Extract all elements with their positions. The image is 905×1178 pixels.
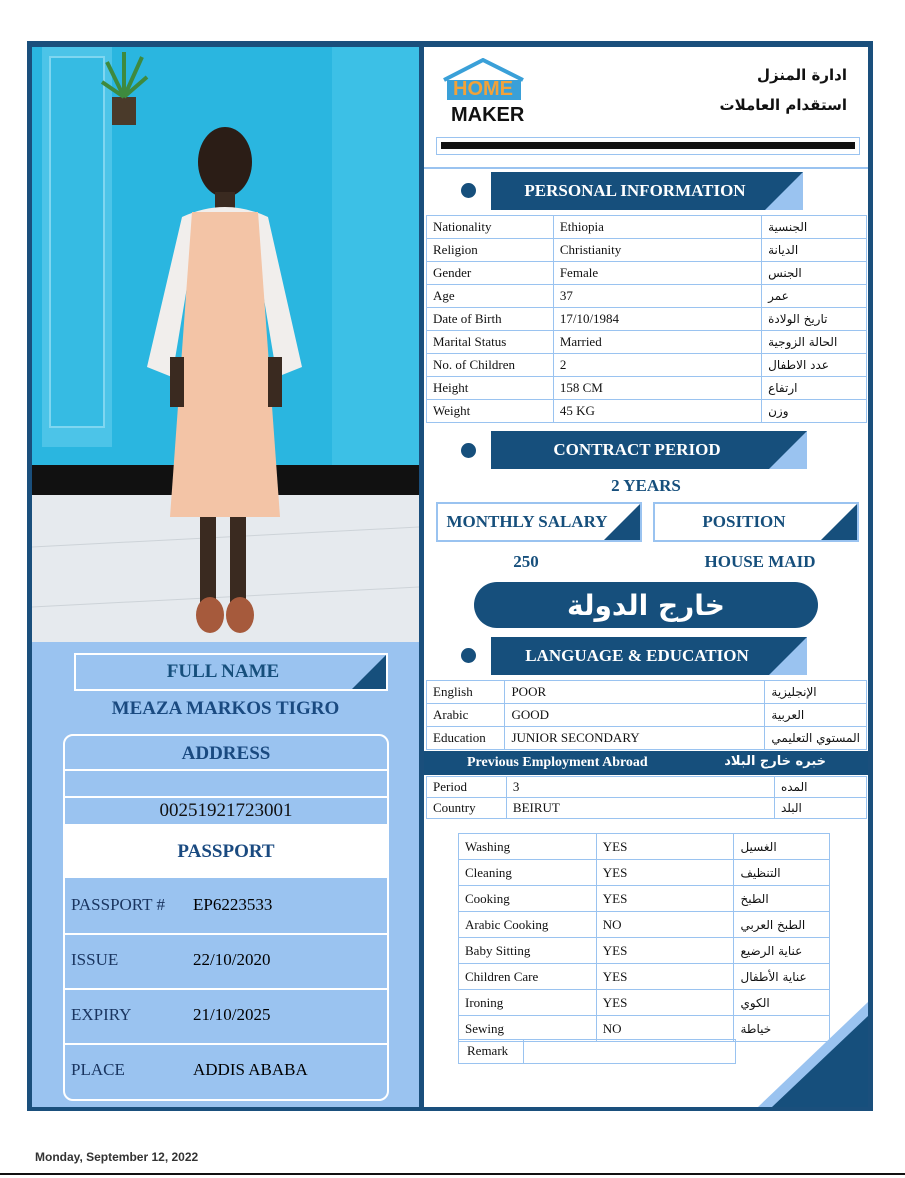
footer-date: Monday, September 12, 2022 <box>35 1150 199 1164</box>
table-row <box>427 704 867 727</box>
row-label: Country <box>427 798 507 819</box>
abroad-banner-text: خارج الدولة <box>567 588 725 622</box>
row-label: Baby Sitting <box>459 938 597 964</box>
table-row <box>427 681 867 704</box>
logo-line2: MAKER <box>451 104 525 126</box>
header-rule <box>436 137 860 155</box>
contract-title: CONTRACT PERIOD <box>553 440 721 459</box>
row-value: NO <box>596 1016 734 1042</box>
box-corner <box>348 655 386 691</box>
personal-info-header <box>491 172 803 210</box>
passport-row-label: EXPIRY <box>71 1005 132 1024</box>
section-bullet <box>461 443 476 458</box>
row-label: Washing <box>459 834 597 860</box>
table-row <box>459 964 830 990</box>
table-row <box>459 912 830 938</box>
row-value: YES <box>596 834 734 860</box>
row-value: 37 <box>553 285 761 308</box>
passport-divider <box>65 988 387 990</box>
language-table <box>426 680 867 750</box>
row-label-ar: الجنسية <box>762 216 867 239</box>
section-bullet <box>461 183 476 198</box>
position-title: POSITION <box>702 512 786 531</box>
row-label-ar: الجنس <box>762 262 867 285</box>
row-label-ar: الديانة <box>762 239 867 262</box>
box-corner <box>602 504 640 542</box>
row-value: 17/10/1984 <box>553 308 761 331</box>
header-corner <box>769 637 807 675</box>
row-label-ar: الحالة الزوجية <box>762 331 867 354</box>
personal-info-table <box>426 215 867 423</box>
row-label-ar: الكوي <box>734 990 830 1016</box>
salary-title: MONTHLY SALARY <box>446 512 608 531</box>
remark-row <box>458 1039 736 1064</box>
passport-row-label: ISSUE <box>71 950 119 969</box>
contract-header <box>491 431 807 469</box>
row-label-ar: خياطة <box>734 1016 830 1042</box>
row-value: YES <box>596 990 734 1016</box>
row-label: Marital Status <box>427 331 554 354</box>
table-row <box>427 377 867 400</box>
row-value: YES <box>596 886 734 912</box>
passport-header <box>65 824 387 878</box>
table-row <box>427 262 867 285</box>
remark-label: Remark <box>467 1043 509 1058</box>
row-label-ar: الطبخ العربي <box>734 912 830 938</box>
table-row <box>459 860 830 886</box>
row-value: GOOD <box>505 704 765 727</box>
table-row <box>427 798 867 819</box>
address-card <box>63 734 389 1101</box>
row-label-ar: وزن <box>762 400 867 423</box>
row-value: Ethiopia <box>553 216 761 239</box>
row-label: Cooking <box>459 886 597 912</box>
passport-row-value: EP6223533 <box>193 895 273 914</box>
row-label: Nationality <box>427 216 554 239</box>
passport-row-label: PASSPORT # <box>71 895 165 914</box>
passport-title: PASSPORT <box>177 841 275 862</box>
employment-title-ar: خبره خارج البلاد <box>724 754 826 769</box>
row-label: Period <box>427 777 507 798</box>
abroad-banner <box>474 582 818 628</box>
row-value: Female <box>553 262 761 285</box>
row-label-ar: عمر <box>762 285 867 308</box>
employment-table <box>426 776 867 819</box>
row-value: 3 <box>506 777 774 798</box>
passport-row-value: ADDIS ABABA <box>193 1060 308 1079</box>
employment-title: Previous Employment Abroad <box>467 755 648 770</box>
row-value: Married <box>553 331 761 354</box>
row-label: Weight <box>427 400 554 423</box>
candidate-photo <box>32 47 419 642</box>
company-name-ar-1: ادارة المنزل <box>757 66 847 84</box>
row-label-ar: عناية الرضيع <box>734 938 830 964</box>
company-logo <box>441 58 526 128</box>
address-phone: 00251921723001 <box>159 800 293 821</box>
row-value: YES <box>596 860 734 886</box>
row-label: Height <box>427 377 554 400</box>
corner-decoration <box>758 1002 868 1107</box>
position-box <box>653 502 859 542</box>
table-row <box>427 777 867 798</box>
table-row <box>459 834 830 860</box>
row-value: 45 KG <box>553 400 761 423</box>
fullname-box <box>74 653 388 691</box>
row-label: Cleaning <box>459 860 597 886</box>
salary-box <box>436 502 642 542</box>
row-label: No. of Children <box>427 354 554 377</box>
salary-value: 250 <box>513 552 539 571</box>
row-value: BEIRUT <box>506 798 774 819</box>
passport-row-label: PLACE <box>71 1060 125 1079</box>
language-header <box>491 637 807 675</box>
row-label-ar: التنظيف <box>734 860 830 886</box>
footer-rule <box>0 1173 905 1175</box>
row-label: English <box>427 681 505 704</box>
row-value: Christianity <box>553 239 761 262</box>
row-label-ar: العربية <box>765 704 867 727</box>
fullname-value: MEAZA MARKOS TIGRO <box>111 698 340 719</box>
row-label: Age <box>427 285 554 308</box>
row-value: 2 <box>553 354 761 377</box>
row-label-ar: البلد <box>774 798 866 819</box>
table-row <box>427 400 867 423</box>
row-label-ar: الإنجليزية <box>765 681 867 704</box>
section-bullet <box>461 648 476 663</box>
employment-header <box>424 751 868 775</box>
row-label: Date of Birth <box>427 308 554 331</box>
position-value: HOUSE MAID <box>704 552 816 571</box>
contract-value: 2 YEARS <box>611 476 681 495</box>
row-label-ar: عدد الاطفال <box>762 354 867 377</box>
passport-row-value: 22/10/2020 <box>193 950 271 969</box>
table-row <box>427 239 867 262</box>
row-label: Education <box>427 727 505 750</box>
row-value: YES <box>596 964 734 990</box>
row-label: Children Care <box>459 964 597 990</box>
row-value: NO <box>596 912 734 938</box>
row-label: Ironing <box>459 990 597 1016</box>
row-label-ar: عناية الأطفال <box>734 964 830 990</box>
row-label-ar: ارتفاع <box>762 377 867 400</box>
fullname-title: FULL NAME <box>166 661 280 682</box>
row-value: POOR <box>505 681 765 704</box>
table-row <box>427 285 867 308</box>
logo-line1: HOME <box>453 78 513 100</box>
row-label: Gender <box>427 262 554 285</box>
table-row <box>427 308 867 331</box>
company-name-ar-2: استقدام العاملات <box>719 96 847 114</box>
row-label-ar: تاريخ الولادة <box>762 308 867 331</box>
header-corner <box>769 431 807 469</box>
language-title: LANGUAGE & EDUCATION <box>525 646 749 665</box>
header-divider <box>424 167 868 169</box>
row-value: JUNIOR SECONDARY <box>505 727 765 750</box>
row-label: Arabic <box>427 704 505 727</box>
table-row <box>427 354 867 377</box>
row-label: Sewing <box>459 1016 597 1042</box>
row-label-ar: المده <box>774 777 866 798</box>
table-row <box>459 938 830 964</box>
row-label: Arabic Cooking <box>459 912 597 938</box>
row-value: 158 CM <box>553 377 761 400</box>
table-row <box>427 331 867 354</box>
header-corner <box>765 172 803 210</box>
table-row <box>427 216 867 239</box>
address-title: ADDRESS <box>181 743 271 764</box>
passport-divider <box>65 933 387 935</box>
row-label: Religion <box>427 239 554 262</box>
row-label-ar: الغسيل <box>734 834 830 860</box>
remark-divider <box>523 1040 524 1063</box>
passport-row-value: 21/10/2025 <box>193 1005 271 1024</box>
table-row <box>427 727 867 750</box>
table-row <box>459 886 830 912</box>
row-label-ar: المستوي التعليمي <box>765 727 867 750</box>
passport-divider <box>65 1043 387 1045</box>
row-label-ar: الطبخ <box>734 886 830 912</box>
personal-info-title: PERSONAL INFORMATION <box>524 181 746 200</box>
row-value: YES <box>596 938 734 964</box>
box-corner <box>819 504 857 542</box>
